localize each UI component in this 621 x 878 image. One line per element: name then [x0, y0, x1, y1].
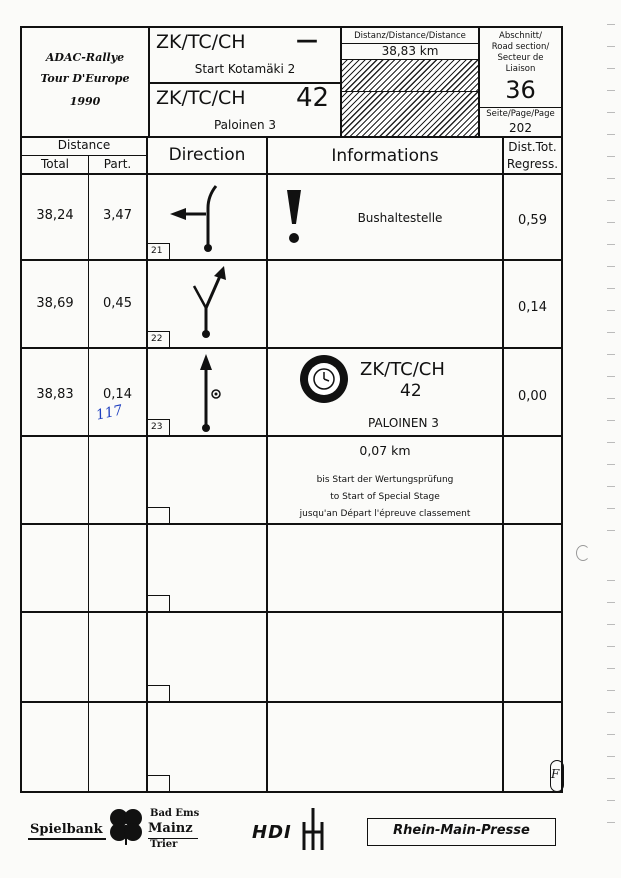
sponsor-city: Mainz — [148, 821, 193, 836]
stage-note-fr: jusqu'an Départ l'épreuve classement — [299, 509, 471, 519]
rally-year: 1990 — [69, 95, 101, 108]
corner-mark: F — [542, 758, 566, 794]
row-info: Bushaltestelle — [357, 211, 443, 225]
control-code: ZK/TC/CH — [360, 359, 445, 380]
row-regress: 0,59 — [518, 213, 547, 228]
total-header: Total — [40, 157, 70, 171]
keep-right-fork-arrow-icon — [150, 262, 260, 344]
from-control-place: Start Kotamäki 2 — [194, 62, 296, 76]
sponsor-city: Bad Ems — [150, 808, 200, 819]
row-total: 38,24 — [36, 208, 74, 223]
to-control-number: 42 — [296, 83, 330, 113]
part-header: Part. — [103, 157, 132, 171]
row-regress: 0,00 — [518, 389, 547, 404]
sponsor-rmp-name: Rhein-Main-Presse — [393, 823, 530, 838]
sponsor-spielbank-name: Spielbank — [30, 822, 103, 837]
row-part: 0,45 — [103, 296, 132, 311]
row-number: 21 — [151, 246, 163, 256]
stage-note-en: to Start of Special Stage — [330, 492, 440, 502]
informations-header: Informations — [331, 146, 439, 166]
from-control-number: — — [296, 28, 318, 53]
clover-logo-icon — [105, 805, 147, 845]
rally-name: ADAC-Rallye — [45, 51, 125, 64]
to-control-code: ZK/TC/CH — [156, 87, 246, 109]
control-number: 42 — [400, 381, 422, 401]
from-control-code: ZK/TC/CH — [156, 31, 246, 53]
dist-tot-header: Dist.Tot. — [508, 140, 557, 154]
distance-label: Distanz/Distance/Distance — [354, 31, 466, 41]
hdi-logo-icon — [298, 806, 328, 852]
row-number: 22 — [151, 334, 163, 344]
row-part: 3,47 — [103, 208, 132, 223]
stage-note-de: bis Start der Wertungsprüfung — [316, 475, 454, 485]
page-value: 202 — [509, 121, 532, 135]
row-total: 38,83 — [36, 387, 74, 402]
control-place: PALOINEN 3 — [368, 416, 439, 430]
row-regress: 0,14 — [518, 300, 547, 315]
straight-arrow-icon — [150, 350, 260, 434]
sponsor-hdi-name: HDI — [252, 822, 292, 843]
sponsor-rhein-main-presse — [367, 818, 556, 846]
distance-header: Distance — [57, 138, 111, 152]
section-value: 36 — [505, 76, 536, 104]
regress-header: Regress. — [506, 157, 559, 171]
row-part: 0,14 — [103, 387, 132, 402]
handwritten-note: 117 — [94, 402, 125, 424]
rally-tour: Tour D'Europe — [40, 72, 130, 85]
distance-value: 38,83 km — [381, 44, 439, 58]
row-total: 38,69 — [36, 296, 74, 311]
row-number: 23 — [151, 422, 163, 432]
page-label: Seite/Page/Page — [486, 109, 555, 119]
stage-distance: 0,07 km — [359, 443, 411, 458]
left-turn-arrow-icon — [150, 178, 260, 256]
to-control-place: Paloinen 3 — [213, 118, 277, 132]
punch-hole-icon — [576, 545, 590, 561]
direction-header: Direction — [168, 145, 246, 165]
sponsor-city: Trier — [150, 839, 178, 850]
time-control-clock-icon — [298, 353, 350, 405]
